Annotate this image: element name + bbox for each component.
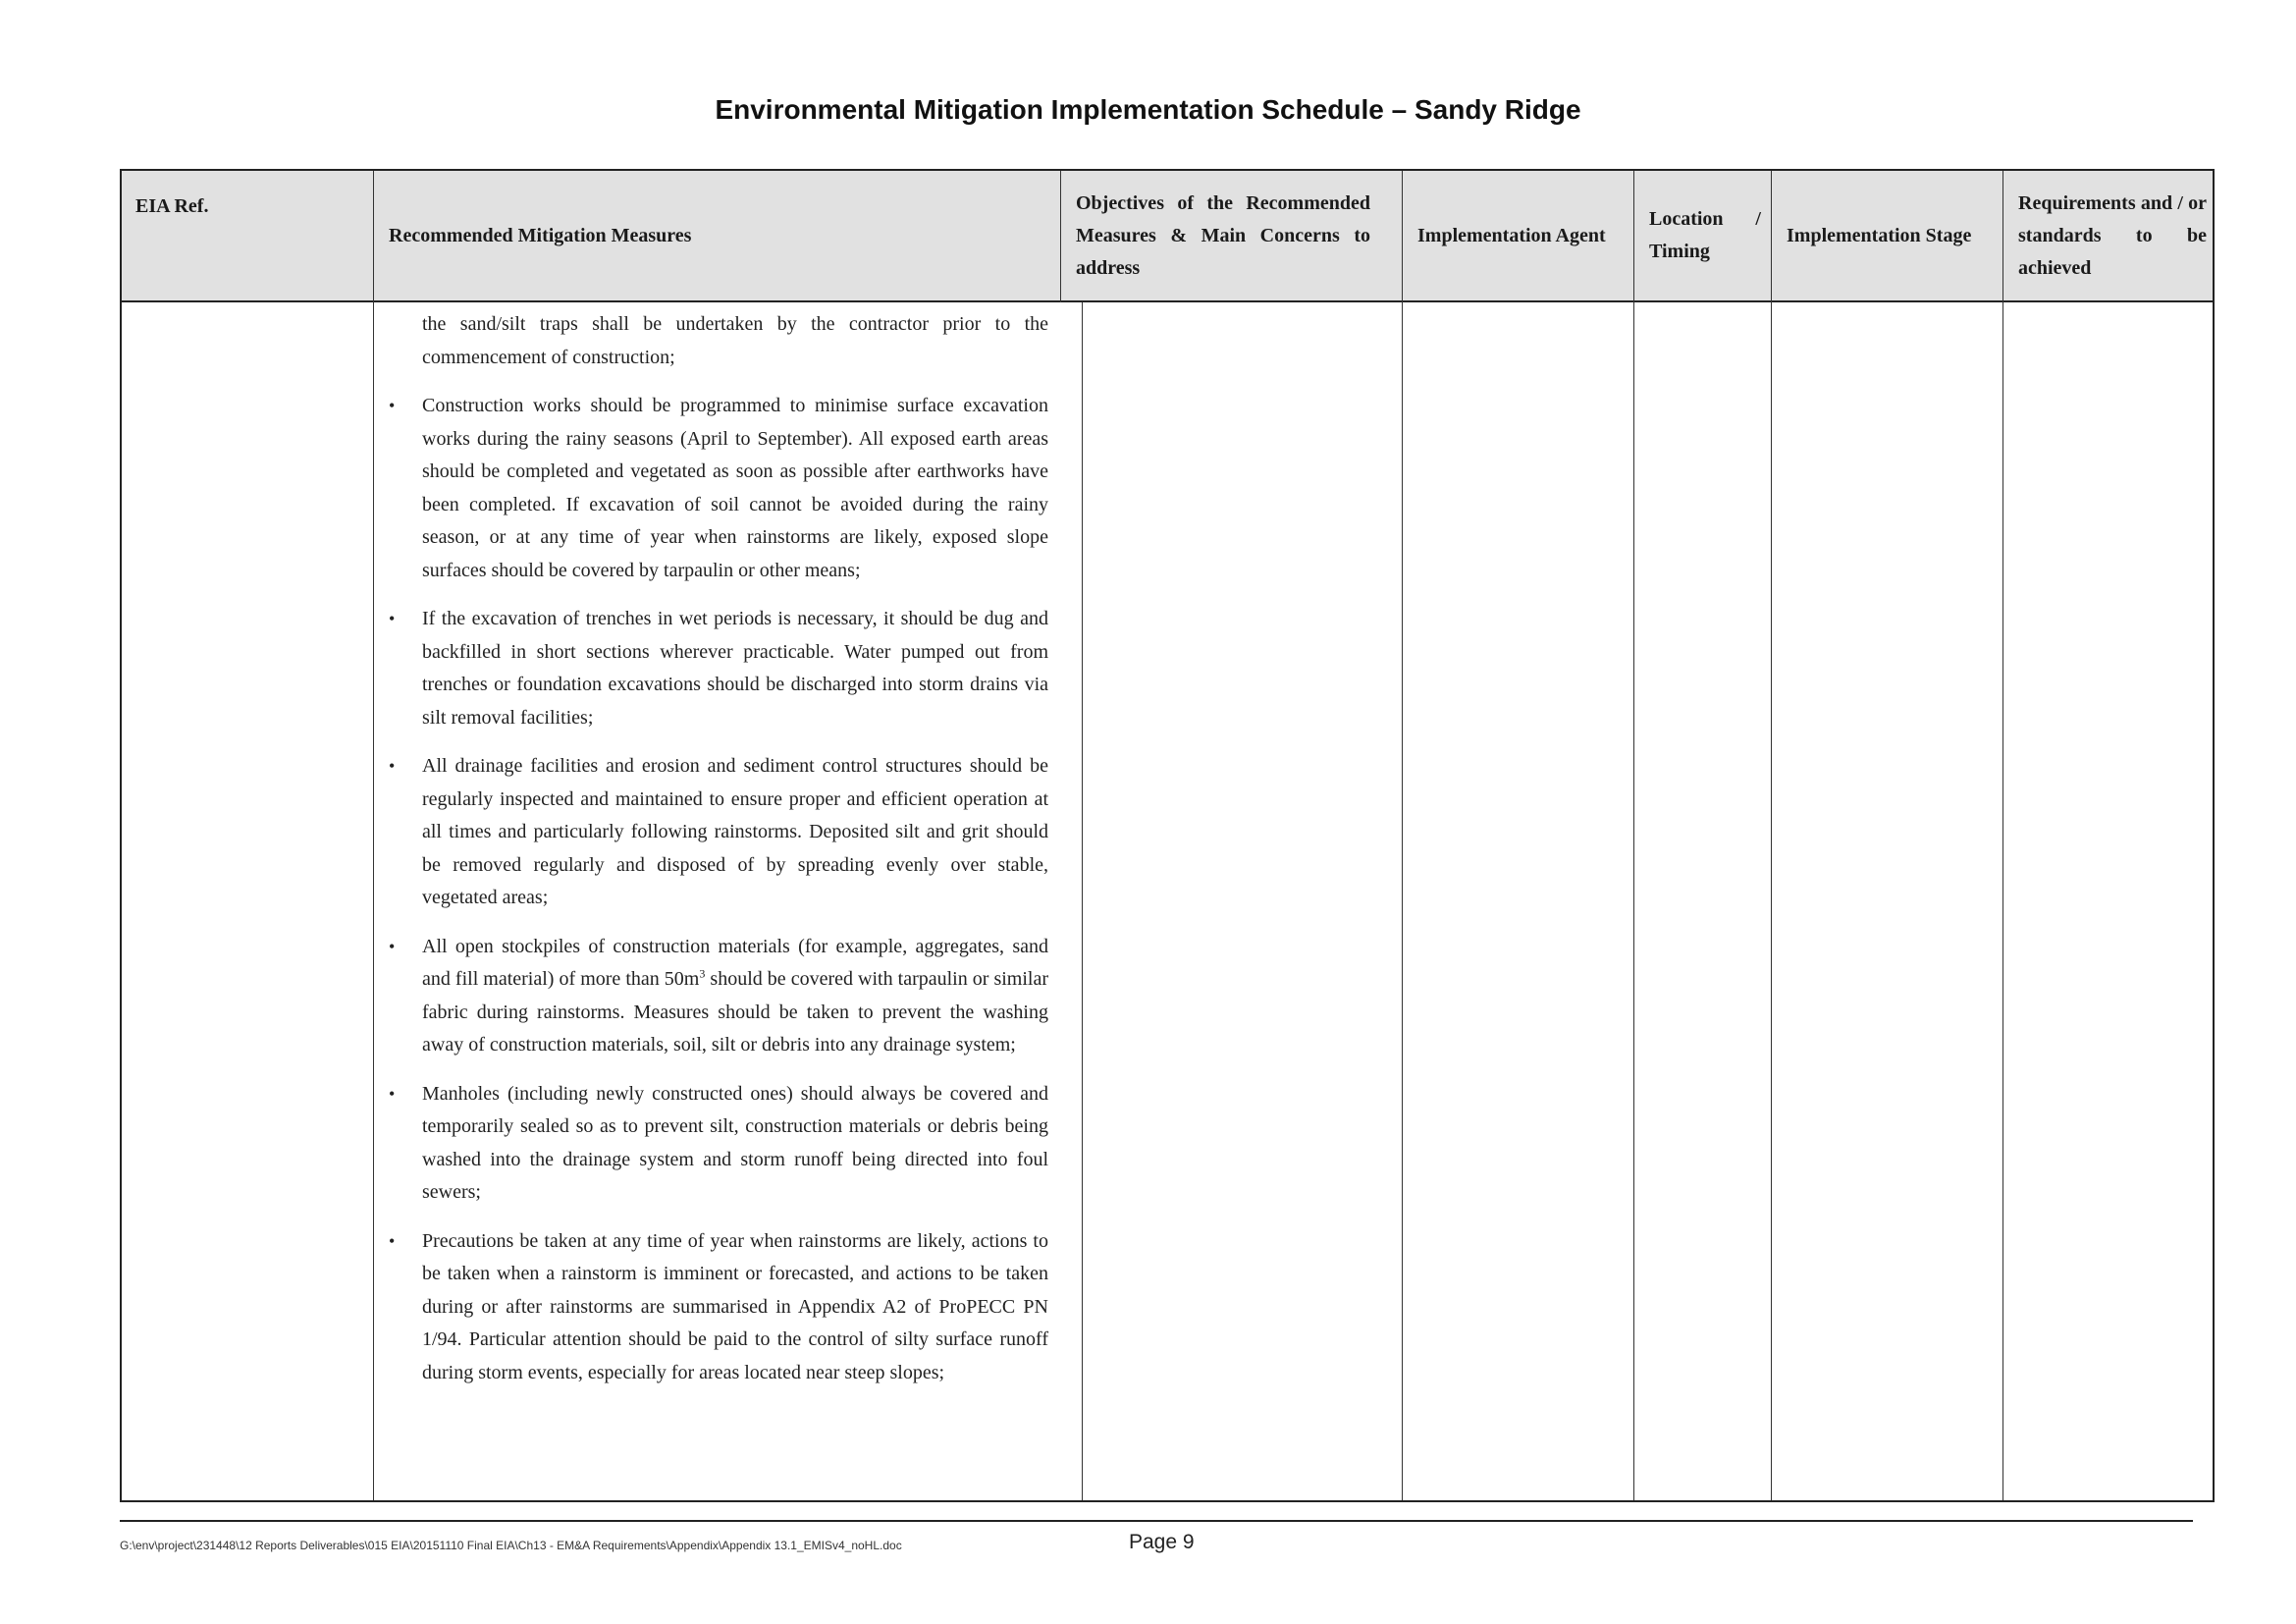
table-header-row	[122, 171, 2213, 302]
measure-item-manholes: • Manholes (including newly constructed ones) should always be covered and temporarily sealed so as to prevent silt, construction materials or debris being washed into the drainage system and storm runoff being directed into foul sewers;	[422, 1078, 1048, 1210]
footer-rule	[120, 1520, 2193, 1522]
header-requirements: Requirements and / or standards to be achieved	[2018, 191, 2207, 279]
footer-file-path: G:\env\project\231448\12 Reports Deliverables\015 EIA\20151110 Final EIA\Ch13 - EM&A Requirements\Appendix\Appendix 13.1_EMISv4_noHL.doc	[120, 1539, 902, 1552]
header-implementation-agent: Implementation Agent	[1417, 224, 1606, 246]
table-body-row	[122, 302, 2213, 1500]
header-implementation-stage: Implementation Stage	[1787, 224, 1972, 246]
header-location-timing: Location / Timing	[1649, 208, 1761, 262]
mitigation-measures-cell	[375, 302, 1062, 1405]
measure-item-trench-excavation: • If the excavation of trenches in wet periods is necessary, it should be dug and backfilled in short sections wherever practicable. Water pumped out from trenches or foundation excavations should be discharged into storm drains via silt removal facilities;	[422, 603, 1048, 734]
header-eia-ref: EIA Ref.	[135, 195, 209, 217]
header-recommended-mitigation-measures: Recommended Mitigation Measures	[389, 224, 692, 246]
mitigation-measures-list	[422, 390, 1048, 1389]
measure-item-drainage-inspection: • All drainage facilities and erosion and sediment control structures should be regularly inspected and maintained to ensure proper and efficient operation at all times and particularly following rainstorms. Deposited silt and grit should be removed regularly and disposed of by spreading evenly over stable, vegetated areas;	[422, 750, 1048, 915]
measure-item-stockpiles: • All open stockpiles of construction materials (for example, aggregates, sand and fill material) of more than $50m^3$ should be covered with tarpaulin or similar fabric during rainstorms. Measures should be taken to prevent the washing away of construction materials, soil, silt or debris into any drainage system;	[422, 931, 1048, 1062]
header-objectives: Objectives of the Recommended Measures & Main Concerns to address	[1076, 191, 1370, 279]
page-number: Page 9	[1129, 1531, 1195, 1553]
document-title: Environmental Mitigation Implementation Schedule – Sandy Ridge	[715, 94, 1581, 125]
column-divider	[1060, 171, 1061, 302]
measure-item-rainstorm-precautions: • Precautions be taken at any time of year when rainstorms are likely, actions to be taken when a rainstorm is imminent or forecasted, and actions to be taken during or after rainstorms are summarised in Appendix A2 of ProPECC PN 1/94. Particular attention should be paid to the control of silty surface runoff during storm events, especially for areas located near steep slopes;	[422, 1225, 1048, 1390]
mitigation-schedule-table	[120, 169, 2215, 1502]
continued-measure-text: the sand/silt traps shall be undertaken by the contractor prior to the commencement of construction;	[422, 313, 1048, 368]
measure-item-rainy-season: • Construction works should be programmed to minimise surface excavation works during the rainy seasons (April to September). All exposed earth areas should be completed and vegetated as soon as possible after earthworks have been completed. If excavation of soil cannot be avoided during the rainy season, or at any time of year when rainstorms are likely, exposed slope surfaces should be covered by tarpaulin or other means;	[422, 390, 1048, 587]
